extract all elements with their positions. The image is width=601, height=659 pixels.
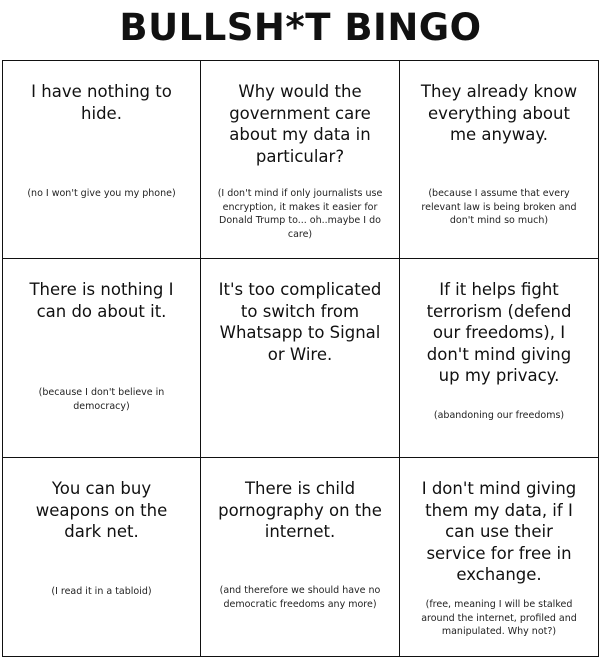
cell-note: (free, meaning I will be stalked around the internet, profiled and manipulated. Why not?)	[421, 599, 577, 637]
bingo-cell	[201, 458, 400, 657]
cell-note: (I read it in a tabloid)	[51, 586, 152, 597]
cell-statement: It's too complicated to switch from Whatsapp to Signal or Wire.	[218, 280, 382, 364]
cell-statement: There is nothing I can do about it.	[29, 280, 174, 321]
page-title: BULLSH*T BINGO	[119, 6, 482, 49]
bingo-cell	[400, 458, 599, 657]
bingo-cell	[400, 60, 599, 259]
cell-statement: I have nothing to hide.	[31, 82, 172, 123]
cell-note: (because I assume that every relevant law is being broken and don't mind so much)	[421, 188, 577, 226]
cell-statement: There is child pornography on the internet.	[218, 479, 382, 541]
cell-note: (and therefore we should have no democratic freedoms any more)	[219, 585, 381, 610]
cell-statement: I don't mind giving them my data, if I can use their service for free in exchange.	[421, 479, 577, 584]
cell-note: (no I won't give you my phone)	[27, 188, 176, 199]
bingo-cell	[201, 259, 400, 458]
bingo-cell	[2, 259, 201, 458]
bingo-cell	[2, 60, 201, 259]
bingo-grid	[2, 60, 599, 657]
cell-statement: They already know everything about me anyway.	[420, 82, 578, 144]
bingo-cell	[400, 259, 599, 458]
cell-note: (because I don't believe in democracy)	[38, 387, 165, 412]
cell-note: (I don't mind if only journalists use encryption, it makes it easier for Donald Trump to... oh..maybe I do care)	[217, 188, 383, 240]
cell-statement: You can buy weapons on the dark net.	[35, 479, 168, 541]
cell-statement: If it helps fight terrorism (defend our freedoms), I don't mind giving up my privacy.	[426, 280, 572, 385]
bingo-cell	[201, 60, 400, 259]
bingo-cell	[2, 458, 201, 657]
cell-note: (abandoning our freedoms)	[433, 410, 565, 421]
cell-statement: Why would the government care about my data in particular?	[229, 82, 371, 166]
